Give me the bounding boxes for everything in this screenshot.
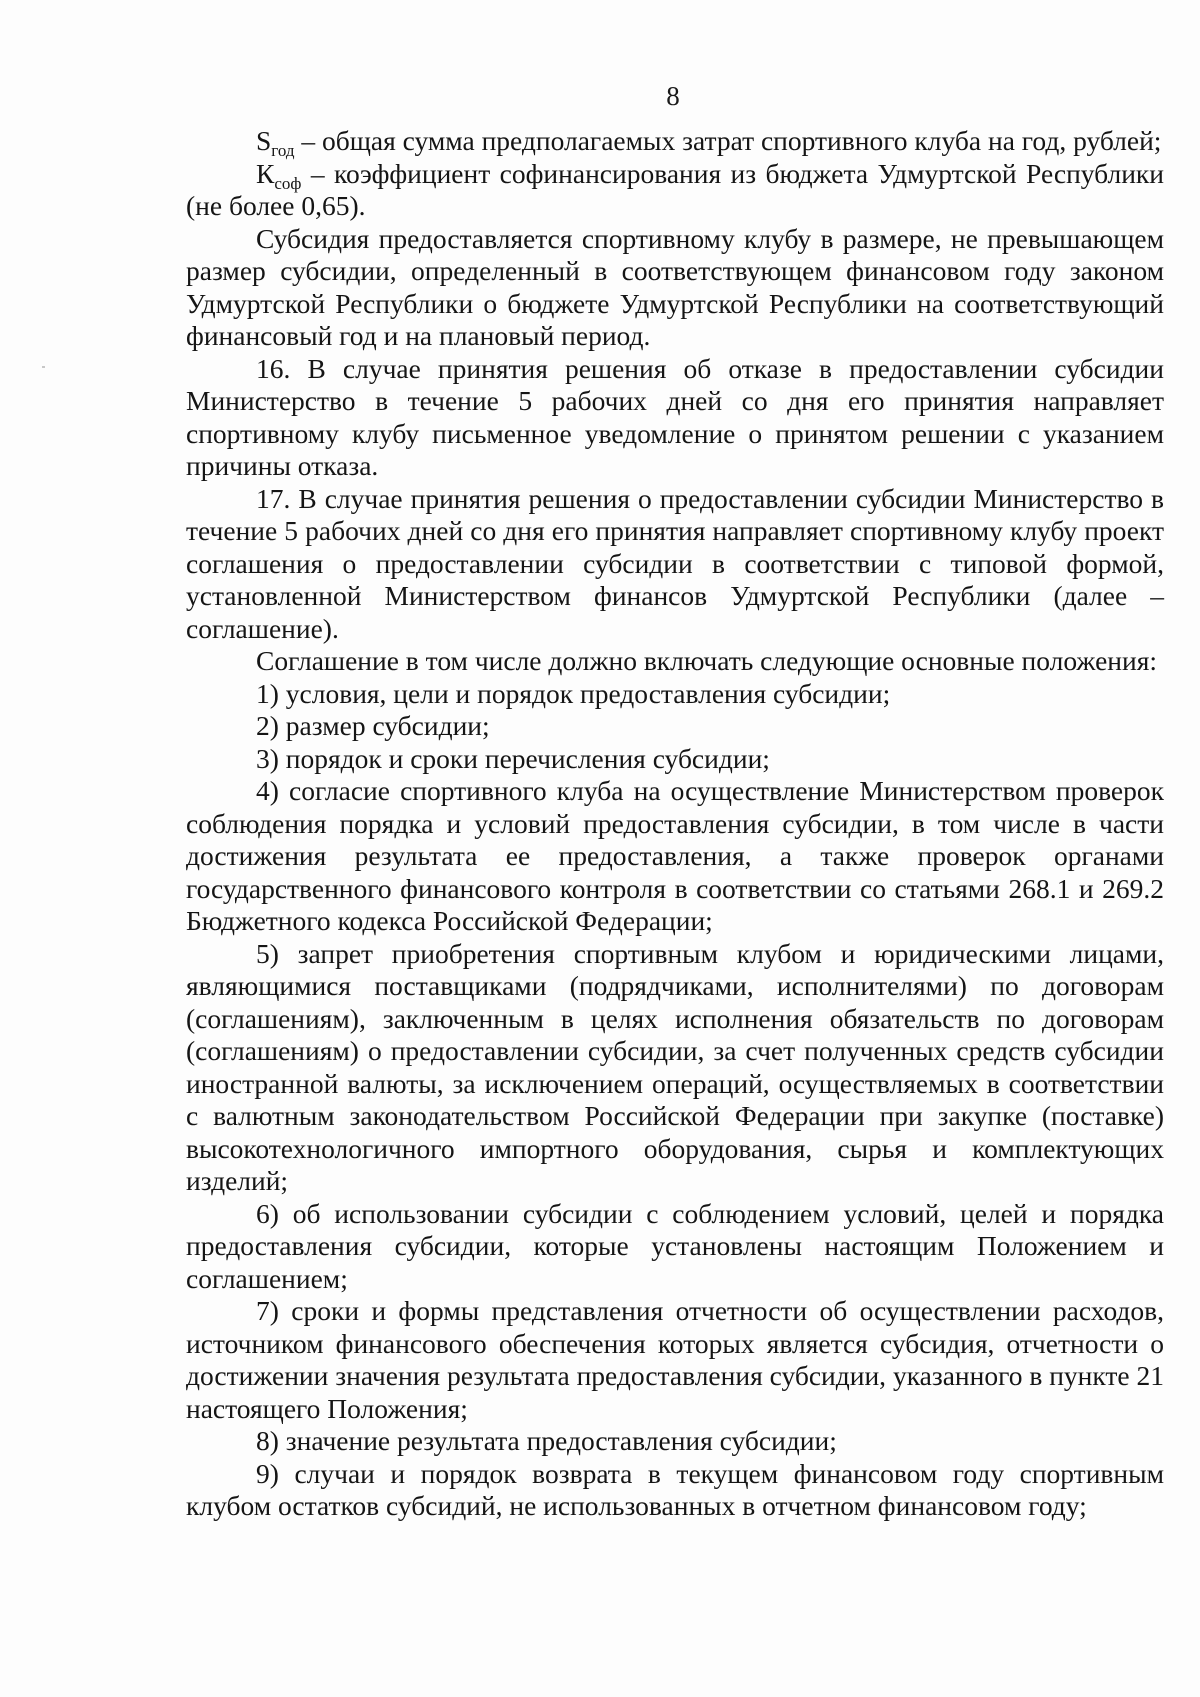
list-item-3: 3) порядок и сроки перечисления субсидии; bbox=[256, 742, 770, 774]
symbol-s bbox=[256, 125, 295, 160]
list-item-4: 4) согласие спортивного клуба на осуществление Министерством проверок соблюдения порядка и условий предоставления субсидии, в том числе в части достижения результата ее предоставления, а также проверок органами государственного финансового контроля в соответствии со статьями 268.1 и 269.2 Бюджетного кодекса Российской Федерации; bbox=[186, 775, 1164, 936]
symbol-k-subscript: соф bbox=[274, 173, 302, 193]
document-body bbox=[186, 125, 1164, 1523]
definition-k-sof-text: – коэффициент софинансирования из бюджета Удмуртской Республики (не более 0,65). bbox=[186, 157, 1164, 221]
list-item-6: 6) об использовании субсидии с соблюдением условий, целей и порядка предоставления субсидии, которые установлены настоящим Положением и соглашением; bbox=[186, 1197, 1164, 1294]
list-item-1: 1) условия, цели и порядок предоставления субсидии; bbox=[256, 677, 891, 709]
definition-s-god bbox=[186, 125, 1164, 158]
list-item-2: 2) размер субсидии; bbox=[256, 710, 490, 741]
list-item-5: 5) запрет приобретения спортивным клубом и юридическими лицами, являющимися поставщиками (подрядчиками, исполнителями) по договорам (соглашениям), заключенным в целях исполнения обязательств по договорам (соглашениям) о предоставлении субсидии, за счет полученных средств субсидии иностранной валюты, за исключением операций, осуществляемых в соответствии с валютным законодательством Российской Федерации при закупке (поставке) высокотехнологичного импортного оборудования, сырья и комплектующих изделий; bbox=[186, 937, 1164, 1196]
list-item-9: 9) случаи и порядок возврата в текущем финансовом году спортивным клубом остатков субсидий, не использованных в отчетном финансовом году; bbox=[186, 1457, 1164, 1521]
paragraph-subsidy-size: Субсидия предоставляется спортивному клубу в размере, не превышающем размер субсидии, определенный в соответствующем финансовом году законом Удмуртской Республики о бюджете Удмуртской Республики на соответствующий финансовый год и на плановый период. bbox=[186, 222, 1164, 351]
list-item-8: 8) значение результата предоставления субсидии; bbox=[256, 1425, 837, 1456]
symbol-k-base: К bbox=[256, 157, 275, 189]
symbol-s-subscript: год bbox=[271, 141, 295, 160]
list-item-7: 7) сроки и формы представления отчетности об осуществлении расходов, источником финансового обеспечения которых является субсидия, отчетности о достижении значения результата предоставления субсидии, указанного в пункте 21 настоящего Положения; bbox=[186, 1295, 1164, 1424]
paragraph-17: 17. В случае принятия решения о предоставлении субсидии Министерство в течение 5 рабочих дней со дня его принятия направляет спортивному клубу проект соглашения о предоставлении субсидии в соответствии с типовой формой, установленной Министерством финансов Удмуртской Республики (далее – соглашение). bbox=[186, 482, 1164, 644]
scan-artifact bbox=[42, 366, 45, 368]
paragraph-agreement-provisions: Соглашение в том числе должно включать следующие основные положения: bbox=[256, 645, 1158, 676]
symbol-s-base: S bbox=[256, 125, 272, 156]
paragraph-16: 16. В случае принятия решения об отказе в предоставлении субсидии Министерство в течение 5 рабочих дней со дня его принятия направляет спортивному клубу письменное уведомление о принятом решении с указанием причины отказа. bbox=[186, 352, 1164, 481]
definition-s-god-text: – общая сумма предполагаемых затрат спортивного клуба на год, рублей; bbox=[294, 125, 1162, 156]
definition-k-sof bbox=[186, 158, 1164, 223]
page-number: 8 bbox=[666, 81, 680, 111]
symbol-k bbox=[256, 157, 302, 193]
